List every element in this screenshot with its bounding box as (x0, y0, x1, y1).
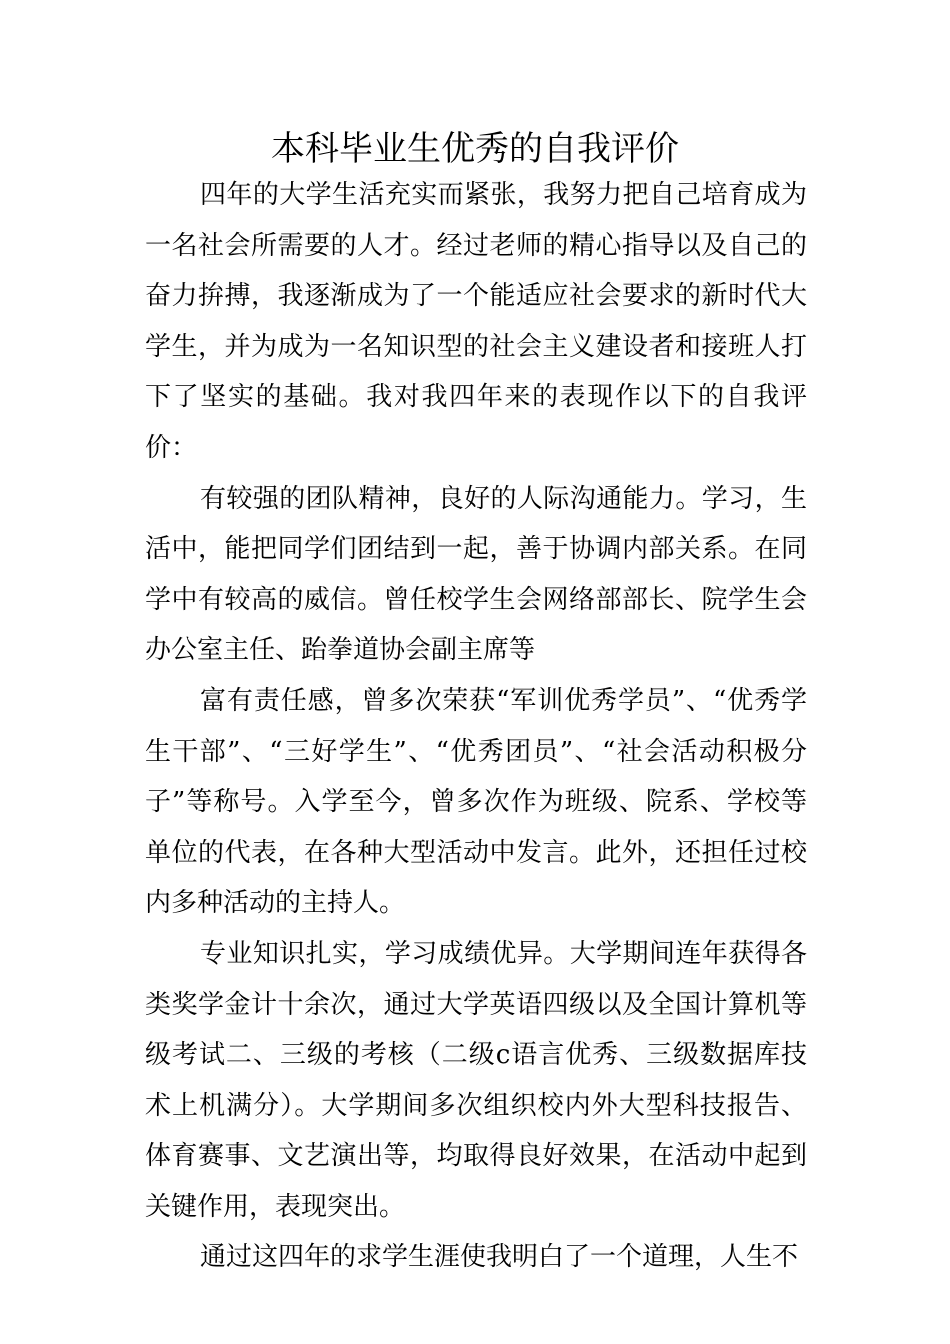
paragraph-intro: 四年的大学生活充实而紧张，我努力把自己培育成为一名社会所需要的人才。经过老师的精心指导以及自己的奋力拚搏，我逐渐成为了一个能适应社会要求的新时代大学生，并为成为一名知识型的社会主义建设者和接班人打下了坚实的基础。我对我四年来的表现作以下的自我评价： (145, 180, 807, 463)
document-body (145, 170, 807, 1283)
paragraph-teamwork: 有较强的团队精神，良好的人际沟通能力。学习，生活中，能把同学们团结到一起，善于协调内部关系。在同学中有较高的威信。曾任校学生会网络部部长、院学生会办公室主任、跆拳道协会副主席等 (145, 483, 807, 666)
document-title: 本科毕业生优秀的自我评价 (271, 129, 679, 169)
paragraph-academics: 专业知识扎实，学习成绩优异。大学期间连年获得各类奖学金计十余次，通过大学英语四级以及全国计算机等级考试二、三级的考核（二级c语言优秀、三级数据库技术上机满分）。大学期间多次组织校内外大型科技报告、体育赛事、文艺演出等，均取得良好效果，在活动中起到关键作用，表现突出。 (145, 938, 807, 1222)
paragraph-conclusion: 通过这四年的求学生涯使我明白了一个道理，人生不 (200, 1242, 799, 1273)
paragraph-responsibility: 富有责任感，曾多次荣获“军训优秀学员”、“优秀学生干部”、“三好学生”、“优秀团员”、“社会活动积极分子”等称号。入学至今，曾多次作为班级、院系、学校等单位的代表，在各种大型活动中发言。此外，还担任过校内多种活动的主持人。 (145, 685, 807, 919)
